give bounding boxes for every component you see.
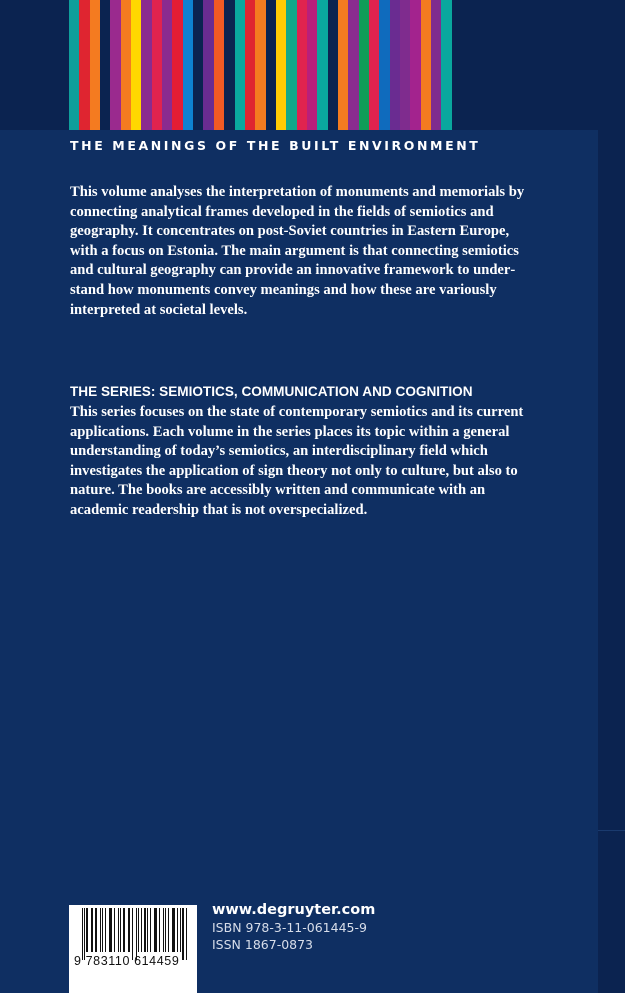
barcode-bar xyxy=(128,908,129,952)
barcode-bar xyxy=(154,908,155,952)
barcode-bar xyxy=(155,908,157,952)
barcode-bar xyxy=(86,908,87,952)
cover-edge xyxy=(598,830,625,831)
barcode-bar xyxy=(110,908,111,952)
barcode-bar xyxy=(120,908,121,952)
barcode-bar xyxy=(136,908,137,960)
barcode-bar xyxy=(165,908,166,952)
barcode-bar xyxy=(92,908,93,952)
barcode-bar xyxy=(168,908,169,952)
description-text: This volume analyses the interpretation of monuments and memorials by connecting analytical frames developed in the fields of semiotics and geography. It concentrates on post-Soviet countries in Eastern Europe, with a focus on Estonia. The main argument is that connecting semiotics and cultural geography can provide an innovative framework to understand how monuments convey meanings and how these are variously interpreted at societal levels. xyxy=(70,184,525,318)
series-heading: THE SERIES: SEMIOTICS, COMMUNICATION AND COGNITION xyxy=(70,384,473,399)
barcode-bar xyxy=(159,908,160,952)
color-stripe xyxy=(421,0,431,130)
barcode-bar xyxy=(123,908,125,952)
color-stripe xyxy=(90,0,100,130)
isbn: ISBN 978-3-11-061445-9 xyxy=(212,920,367,935)
publisher-url[interactable]: www.degruyter.com xyxy=(212,902,376,918)
issn: ISSN 1867-0873 xyxy=(212,937,314,952)
color-stripe xyxy=(338,0,348,130)
color-stripe xyxy=(441,0,451,130)
color-stripe xyxy=(172,0,182,130)
color-stripe xyxy=(255,0,265,130)
color-stripe xyxy=(121,0,131,130)
color-stripe xyxy=(235,0,245,130)
color-stripe xyxy=(193,0,203,130)
color-stripe xyxy=(203,0,213,130)
barcode-bar xyxy=(82,908,83,960)
barcode-bars xyxy=(82,908,190,958)
barcode-bar xyxy=(114,908,115,952)
color-stripe xyxy=(328,0,338,130)
color-stripe xyxy=(131,0,141,130)
color-stripe xyxy=(100,0,110,130)
barcode-bar xyxy=(186,908,187,960)
color-stripe xyxy=(359,0,369,130)
color-stripe xyxy=(410,0,420,130)
barcode-bar xyxy=(138,908,139,952)
color-stripe xyxy=(224,0,234,130)
color-stripe xyxy=(307,0,317,130)
barcode-bar xyxy=(141,908,142,952)
color-stripe xyxy=(431,0,441,130)
color-stripe xyxy=(162,0,172,130)
barcode xyxy=(69,905,197,993)
barcode-bar xyxy=(105,908,106,952)
barcode-bar xyxy=(132,908,133,960)
barcode-bar xyxy=(182,908,184,960)
color-stripe xyxy=(266,0,276,130)
barcode-bar xyxy=(102,908,103,952)
color-stripe xyxy=(379,0,389,130)
color-stripe xyxy=(297,0,307,130)
barcode-number: 9 783110 614459 xyxy=(74,954,180,968)
barcode-bar xyxy=(109,908,110,952)
series-description-text: This series focuses on the state of contemporary semiotics and its current applications. Each volume in the series places its topic within a general understanding of today’s semiotics, an interdisciplinary field which investigates the application of sign theory not only to culture, but also to nature. The books are accessibly written and communicate with an academic readership that is not overspecialized. xyxy=(70,404,524,518)
barcode-bar xyxy=(95,908,97,952)
barcode-bar xyxy=(173,908,174,952)
barcode-bar xyxy=(163,908,164,952)
barcode-bar xyxy=(172,908,173,952)
color-stripe xyxy=(214,0,224,130)
color-stripe xyxy=(369,0,379,130)
barcode-bar xyxy=(100,908,101,952)
color-stripe xyxy=(141,0,151,130)
color-stripe xyxy=(390,0,400,130)
color-stripe xyxy=(276,0,286,130)
barcode-bar xyxy=(147,908,148,952)
barcode-bar xyxy=(129,908,130,952)
barcode-bar xyxy=(144,908,145,952)
barcode-bar xyxy=(91,908,92,952)
barcode-bar xyxy=(180,908,181,952)
barcode-bar xyxy=(177,908,178,952)
color-stripe xyxy=(245,0,255,130)
color-stripe xyxy=(183,0,193,130)
barcode-bar xyxy=(84,908,85,960)
publisher-info xyxy=(212,902,375,952)
color-stripe xyxy=(110,0,120,130)
barcode-bar xyxy=(118,908,119,952)
series-title: THE MEANINGS OF THE BUILT ENVIRONMENT xyxy=(70,138,481,153)
color-stripe xyxy=(348,0,358,130)
color-stripes-graphic xyxy=(69,0,452,130)
series-description xyxy=(70,403,540,521)
book-description xyxy=(70,183,540,320)
barcode-bar xyxy=(150,908,151,952)
color-stripe xyxy=(79,0,89,130)
color-stripe xyxy=(152,0,162,130)
color-stripe xyxy=(317,0,327,130)
color-stripe xyxy=(286,0,296,130)
color-stripe xyxy=(400,0,410,130)
color-stripe xyxy=(69,0,79,130)
